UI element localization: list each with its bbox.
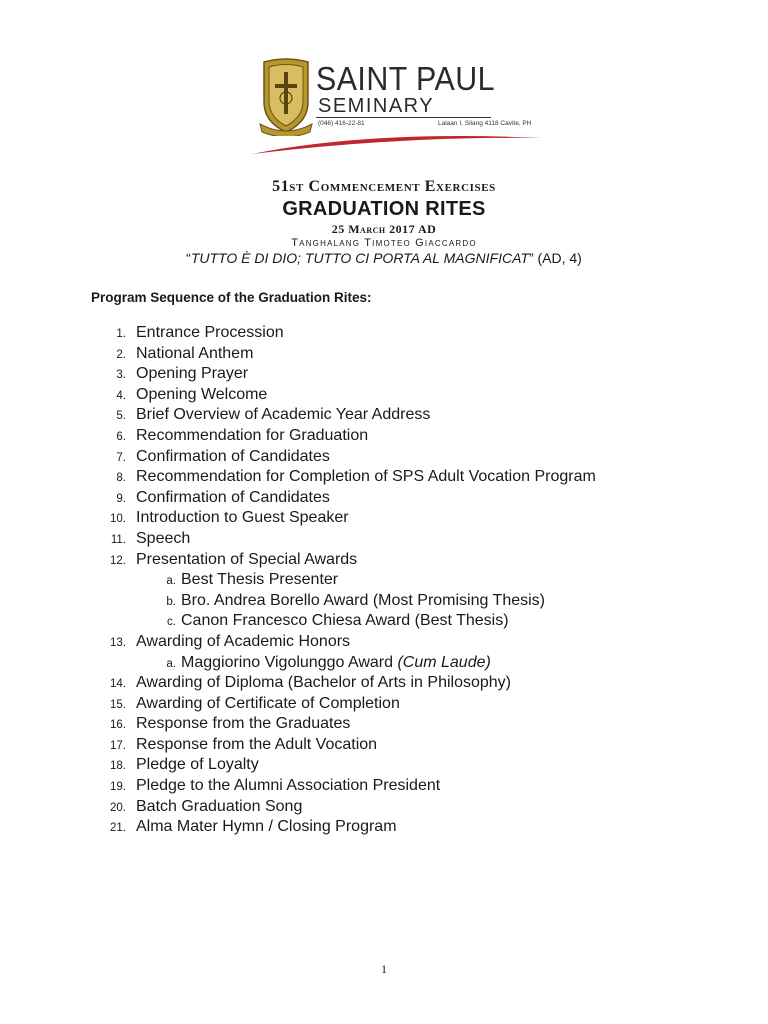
- letterhead-phone: (046) 416-22-81: [318, 120, 365, 127]
- letterhead-address: Lalaan I, Silang 4118 Cavite, PH: [438, 120, 532, 127]
- item-number: 19.: [110, 781, 126, 794]
- list-item: [0, 798, 768, 819]
- page-title: GRADUATION RITES: [282, 198, 486, 220]
- seminary-name: SAINT PAUL: [316, 60, 495, 97]
- seminary-crest-icon: [258, 58, 314, 136]
- program-list: [0, 324, 768, 839]
- list-item: [0, 736, 768, 757]
- list-item: [0, 406, 768, 427]
- item-letter: b.: [166, 595, 176, 608]
- sub-list-item: [0, 592, 768, 613]
- list-item: [0, 715, 768, 736]
- item-number: 17.: [110, 739, 126, 752]
- item-number: 14.: [110, 678, 126, 691]
- motto-citation: ” (AD, 4): [528, 250, 582, 266]
- item-number: 2.: [116, 348, 126, 361]
- event-date: 25 March 2017 AD: [331, 222, 437, 236]
- item-number: 3.: [116, 369, 126, 382]
- list-item: [0, 448, 768, 469]
- list-item: [0, 509, 768, 530]
- list-item: [0, 489, 768, 510]
- item-label: Entrance Procession: [136, 324, 284, 341]
- event-venue: Tanghalang Timoteo Giaccardo: [291, 237, 477, 249]
- motto-text: TUTTO È DI DIO; TUTTO CI PORTA AL MAGNIFICAT: [190, 250, 529, 266]
- commencement-heading: 51st Commencement Exercises: [272, 178, 496, 195]
- list-item: [0, 345, 768, 366]
- list-item: [0, 756, 768, 777]
- item-label: Speech: [136, 529, 191, 547]
- sub-list-item: [0, 612, 768, 633]
- item-label: Awarding of Certificate of Completion: [136, 694, 400, 712]
- item-number: 10.: [110, 513, 126, 526]
- list-item: [0, 324, 768, 345]
- item-label: Batch Graduation Song: [136, 797, 303, 815]
- list-item: [0, 427, 768, 448]
- honor-level: (Cum Laude): [397, 653, 491, 671]
- item-label: Confirmation of Candidates: [136, 488, 330, 506]
- sub-list-item: [0, 654, 768, 675]
- item-number: 4.: [116, 389, 126, 402]
- list-item: [0, 468, 768, 489]
- item-number: 5.: [116, 410, 126, 423]
- item-label: Bro. Andrea Borello Award (Most Promising Thesis): [181, 591, 546, 609]
- item-label: Introduction to Guest Speaker: [136, 509, 349, 527]
- list-item: [0, 818, 768, 839]
- letterhead-divider: [316, 117, 491, 118]
- section-title: Program Sequence of the Graduation Rites:: [91, 290, 372, 305]
- item-number: 21.: [110, 822, 126, 835]
- item-label: Pledge of Loyalty: [136, 756, 259, 774]
- item-number: 16.: [110, 719, 126, 732]
- item-label: Canon Francesco Chiesa Award (Best Thesis): [181, 612, 509, 630]
- sub-list-item: [0, 571, 768, 592]
- page-number: 1: [381, 962, 387, 976]
- item-number: 15.: [110, 698, 126, 711]
- list-item: [0, 633, 768, 654]
- item-label: Best Thesis Presenter: [181, 571, 339, 589]
- list-item: [0, 695, 768, 716]
- item-number: 11.: [110, 533, 126, 546]
- item-number: 12.: [110, 554, 126, 567]
- item-number: 13.: [110, 636, 126, 649]
- item-number: 8.: [116, 472, 126, 485]
- item-label: Recommendation for Graduation: [136, 426, 369, 444]
- list-item: [0, 365, 768, 386]
- item-number: 6.: [116, 430, 126, 443]
- item-number: 18.: [110, 760, 126, 773]
- item-label: Opening Welcome: [136, 385, 268, 403]
- motto-open-quote: “: [186, 250, 191, 266]
- motto: [0, 250, 768, 266]
- item-letter: a.: [166, 575, 176, 588]
- item-label: Confirmation of Candidates: [136, 447, 330, 465]
- item-label: [181, 654, 491, 672]
- list-item: [0, 530, 768, 551]
- item-label: National Anthem: [136, 344, 254, 362]
- item-number: 1.: [116, 328, 126, 340]
- item-label: Recommendation for Completion of SPS Adult Vocation Program: [136, 468, 596, 486]
- seminary-subtitle: SEMINARY: [318, 95, 435, 117]
- award-name: Maggiorino Vigolunggo Award: [181, 653, 398, 671]
- item-label: Awarding of Academic Honors: [136, 632, 351, 650]
- list-item: [0, 674, 768, 695]
- item-letter: c.: [167, 616, 176, 629]
- item-label: Alma Mater Hymn / Closing Program: [136, 818, 397, 836]
- list-item: [0, 386, 768, 407]
- item-label: Pledge to the Alumni Association President: [136, 777, 441, 795]
- item-number: 7.: [116, 451, 126, 464]
- item-label: Response from the Adult Vocation: [136, 735, 378, 753]
- item-label: Response from the Graduates: [136, 715, 351, 733]
- item-label: Presentation of Special Awards: [136, 550, 358, 568]
- item-letter: a.: [166, 657, 176, 670]
- list-item: [0, 777, 768, 798]
- list-item: [0, 551, 768, 572]
- red-swoosh-decoration: [252, 126, 542, 156]
- item-number: 20.: [110, 801, 126, 814]
- item-label: Awarding of Diploma (Bachelor of Arts in Philosophy): [136, 674, 511, 692]
- letterhead: [258, 58, 548, 158]
- item-label: Brief Overview of Academic Year Address: [136, 406, 431, 424]
- item-label: Opening Prayer: [136, 365, 249, 383]
- item-number: 9.: [116, 492, 126, 505]
